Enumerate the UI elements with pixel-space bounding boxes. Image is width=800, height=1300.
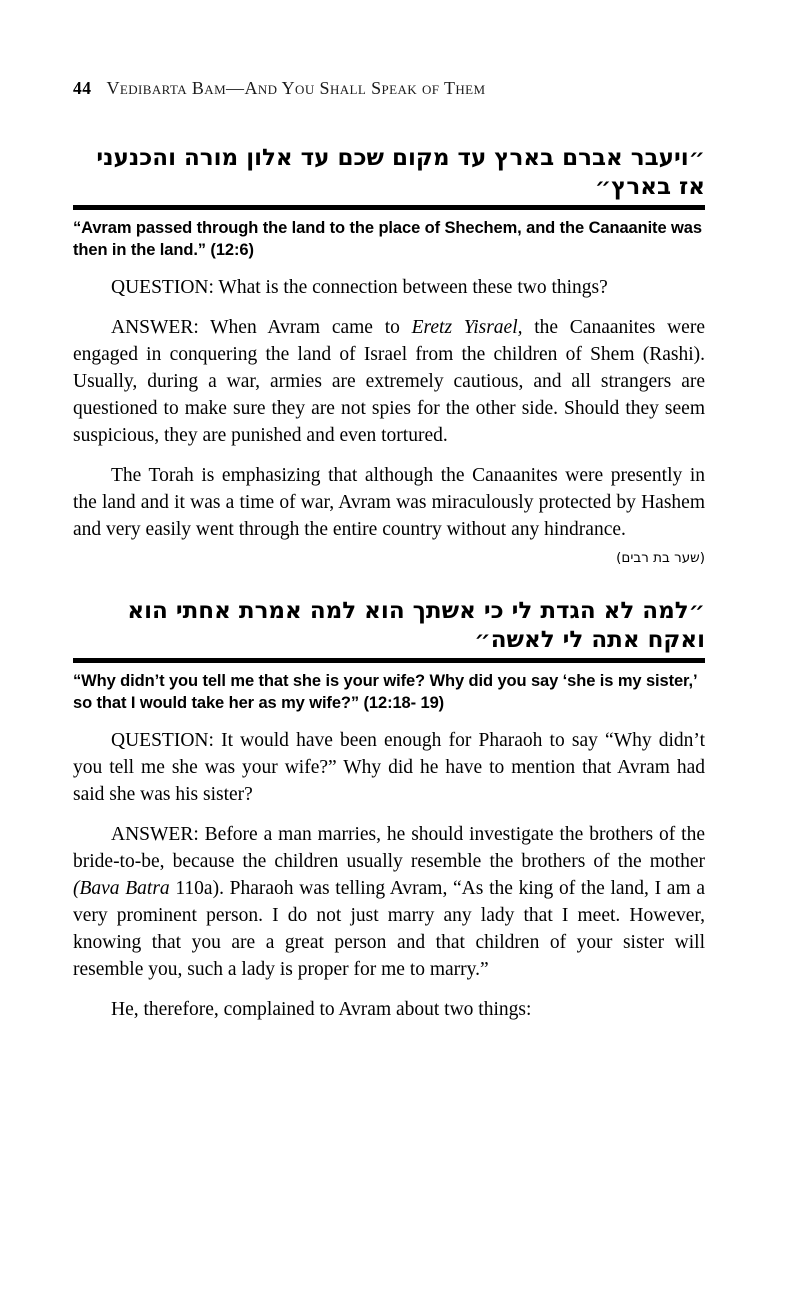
question-paragraph: QUESTION: It would have been enough for Pharaoh to say “Why didn’t you tell me she was your wife?” Why did he have to mention that Avram had said she was his sister?	[73, 730, 705, 805]
commentary-section-1	[73, 144, 705, 567]
answer-paragraph: ANSWER: When Avram came to Eretz Yisrael, the Canaanites were engaged in conquering the land of Israel from the children of Shem (Rashi). Usually, during a war, armies are extremely cautious, and all strangers are questioned to make sure they are not spies for the other side. Should they seem suspicious, they are punished and even tortured.	[73, 317, 705, 446]
answer-paragraph: ANSWER: Before a man marries, he should investigate the brothers of the bride-to-be, because the children usually resemble the brothers of the mother (Bava Batra 110a). Pharaoh was telling Avram, “As the king of the land, I am a very prominent person. I do not just marry any lady that I meet. However, knowing that you are a great person and that children of your sister will resemble you, such a lady is proper for me to marry.”	[73, 824, 705, 980]
hebrew-verse-heading: ״למה לא הגדת לי כי אשתך הוא למה אמרת אחתי הוא ואקח אתה לי לאשה״	[127, 598, 705, 653]
body-paragraph: The Torah is emphasizing that although the Canaanites were presently in the land and it was a time of war, Avram was miraculously protected by Hashem and very easily went through the entire country without any hindrance.	[73, 465, 705, 540]
question-paragraph: QUESTION: What is the connection between these two things?	[111, 277, 608, 298]
source-attribution: (שער בת רבים)	[616, 550, 705, 566]
closing-paragraph: He, therefore, complained to Avram about two things:	[111, 999, 532, 1020]
page-header	[73, 78, 705, 98]
divider-bar	[73, 205, 705, 210]
hebrew-verse-heading: ״ויעבר אברם בארץ עד מקום שכם עד אלון מורה והכנעני אז בארץ״	[96, 145, 705, 200]
verse-translation: “Avram passed through the land to the place of Shechem, and the Canaanite was then in the land.” (12:6)	[73, 219, 702, 259]
divider-bar	[73, 658, 705, 663]
running-title: Vedibarta Bam—And You Shall Speak of Them	[106, 78, 486, 98]
verse-translation: “Why didn’t you tell me that she is your wife? Why did you say ‘she is my sister,’ so that I would take her as my wife?” (12:18- 19)	[73, 672, 697, 712]
page-number: 44	[73, 78, 92, 98]
commentary-section-2	[73, 597, 705, 1023]
